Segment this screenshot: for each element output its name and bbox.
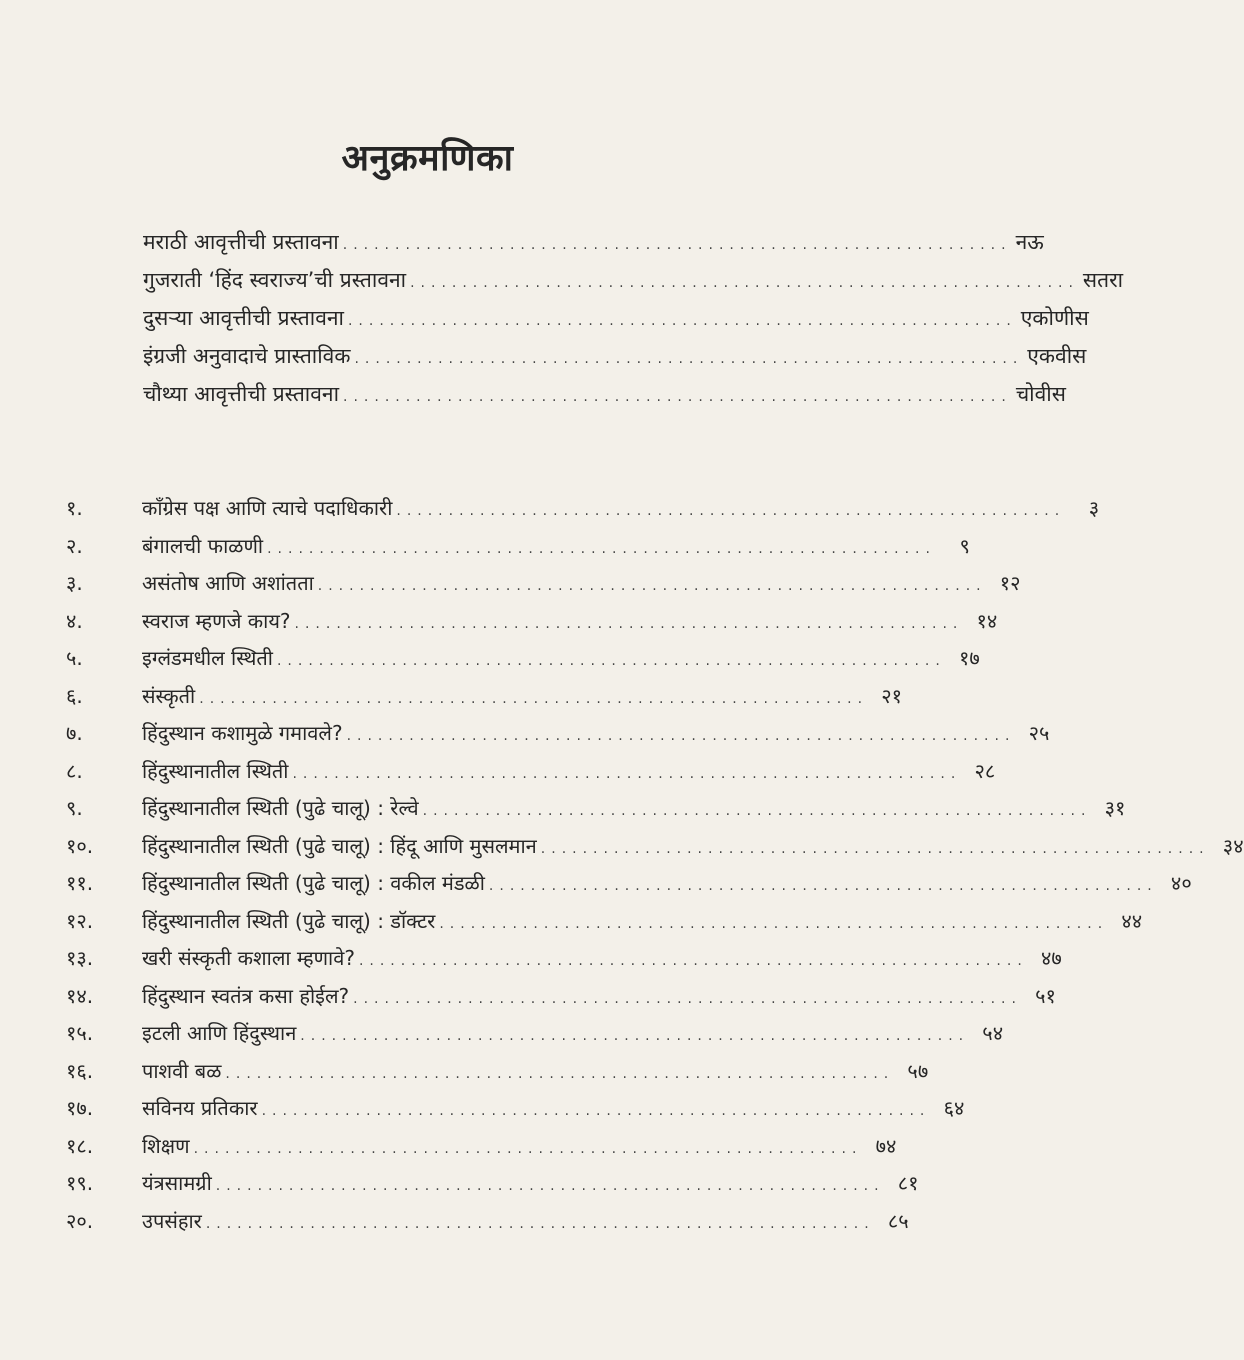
leader-dots: ................................................................: [193, 1140, 863, 1157]
preface-list: [143, 228, 1124, 418]
leader-dots: ................................................................: [199, 690, 869, 707]
preface-entry-label: इंग्रजी अनुवादाचे प्रास्ताविक: [143, 344, 351, 368]
preface-entry-label: मराठी आवृत्तीची प्रस्तावना: [143, 230, 339, 254]
leader-dots: ................................................................: [347, 313, 1017, 329]
chapter-page: २१: [881, 683, 903, 708]
chapter-title: सविनय प्रतिकार: [142, 1096, 258, 1120]
chapter-page: २५: [1028, 721, 1050, 745]
chapter-title: संस्कृती: [142, 683, 196, 708]
chapter-page: ७४: [875, 1133, 897, 1158]
chapter-title: हिंदुस्थान स्वतंत्र कसा होईल?: [142, 983, 350, 1008]
preface-entry-page: चोवीस: [1015, 382, 1066, 406]
leader-dots: ................................................................: [439, 915, 1109, 932]
chapter-entry: [66, 607, 998, 645]
chapter-entry: [66, 907, 1143, 945]
chapter-entry: [66, 1207, 909, 1245]
leader-dots: ................................................................: [267, 540, 936, 557]
chapter-list: [66, 494, 1244, 1244]
chapter-entry: [66, 494, 1100, 532]
chapter-number: २.: [66, 533, 83, 558]
chapter-title: हिंदुस्थानातील स्थिती (पुढे चालू) : रेल्वे: [142, 796, 419, 820]
chapter-number: ४.: [66, 608, 83, 633]
chapter-title: इग्लंडमधील स्थिती: [142, 646, 273, 670]
chapter-entry: [66, 757, 996, 795]
chapter-title: हिंदुस्थान कशामुळे गमावले?: [142, 721, 343, 745]
chapter-page: २८: [974, 758, 996, 783]
leader-dots: ................................................................: [410, 275, 1079, 291]
chapter-title: शिक्षण: [142, 1133, 190, 1158]
chapter-page: ५४: [982, 1021, 1004, 1045]
chapter-page: ८५: [887, 1208, 909, 1233]
chapter-title: पाशवी बळ: [142, 1058, 222, 1083]
preface-entry: [143, 228, 1044, 266]
chapter-entry: [66, 1094, 965, 1132]
preface-entry-page: नऊ: [1015, 230, 1044, 254]
chapter-title: काँग्रेस पक्ष आणि त्याचे पदाधिकारी: [142, 496, 393, 520]
leader-dots: ................................................................: [422, 803, 1092, 819]
chapter-title: स्वराज म्हणजे काय?: [142, 608, 291, 633]
chapter-number: १३.: [66, 946, 94, 970]
chapter-title: उपसंहार: [142, 1208, 202, 1233]
leader-dots: ................................................................: [358, 953, 1028, 969]
chapter-number: १०.: [66, 833, 94, 858]
leader-dots: ................................................................: [276, 653, 946, 669]
chapter-number: १६.: [66, 1058, 94, 1083]
chapter-number: ६.: [66, 683, 83, 708]
preface-entry-label: चौथ्या आवृत्तीची प्रस्तावना: [143, 382, 340, 406]
chapter-title: खरी संस्कृती कशाला म्हणावे?: [142, 946, 355, 970]
chapter-number: १२.: [66, 908, 94, 933]
chapter-entry: [66, 794, 1126, 832]
leader-dots: ................................................................: [205, 1215, 875, 1232]
chapter-number: ११.: [66, 871, 94, 895]
chapter-page: ३१: [1104, 796, 1126, 820]
leader-dots: ................................................................: [292, 765, 962, 782]
chapter-entry: [66, 832, 1244, 870]
chapter-page: ६४: [943, 1096, 965, 1120]
leader-dots: ................................................................: [294, 615, 964, 632]
chapter-entry: [66, 1132, 897, 1170]
chapter-number: १४.: [66, 983, 94, 1008]
chapter-page: ३: [1088, 496, 1100, 520]
chapter-number: ३.: [66, 571, 83, 595]
chapter-title: हिंदुस्थानातील स्थिती: [142, 758, 289, 783]
chapter-page: ५७: [907, 1058, 929, 1083]
chapter-number: १.: [66, 496, 83, 520]
leader-dots: ................................................................: [343, 389, 1012, 405]
chapter-number: १८.: [66, 1133, 94, 1158]
chapter-page: १७: [958, 646, 980, 670]
chapter-page: १२: [999, 571, 1021, 595]
chapter-number: १७.: [66, 1096, 94, 1120]
chapter-number: ८.: [66, 758, 83, 783]
leader-dots: ................................................................: [540, 840, 1210, 857]
chapter-number: ५.: [66, 646, 83, 670]
chapter-entry: [66, 719, 1050, 757]
preface-entry-page: सतरा: [1082, 268, 1124, 292]
chapter-page: १४: [976, 608, 998, 633]
leader-dots: ................................................................: [354, 351, 1024, 367]
leader-dots: ................................................................: [300, 1028, 970, 1044]
chapter-entry: [66, 569, 1021, 607]
chapter-title: इटली आणि हिंदुस्थान: [142, 1021, 297, 1045]
preface-entry: [143, 342, 1087, 380]
chapter-title: हिंदुस्थानातील स्थिती (पुढे चालू) : डॉक्टर: [142, 908, 436, 933]
chapter-number: ९.: [66, 796, 83, 820]
chapter-entry: [66, 944, 1062, 982]
chapter-entry: [66, 869, 1192, 907]
chapter-number: २०.: [66, 1208, 94, 1233]
chapter-page: ४७: [1040, 946, 1062, 970]
chapter-title: बंगालची फाळणी: [142, 533, 264, 558]
preface-entry-page: एकोणीस: [1020, 306, 1089, 330]
preface-entry: [143, 304, 1089, 342]
chapter-entry: [66, 982, 1056, 1020]
leader-dots: ................................................................: [317, 578, 987, 594]
chapter-number: ७.: [66, 721, 83, 745]
chapter-entry: [66, 1019, 1004, 1057]
chapter-entry: [66, 1057, 929, 1095]
chapter-number: १९.: [66, 1171, 94, 1195]
leader-dots: ................................................................: [353, 990, 1022, 1007]
chapter-entry: [66, 1169, 919, 1207]
chapter-entry: [66, 644, 980, 682]
leader-dots: ................................................................: [225, 1065, 895, 1082]
chapter-page: ४०: [1170, 871, 1192, 895]
leader-dots: ................................................................: [346, 728, 1016, 744]
chapter-number: १५.: [66, 1021, 94, 1045]
chapter-title: हिंदुस्थानातील स्थिती (पुढे चालू) : हिंदू आणि मुसलमान: [142, 833, 537, 858]
chapter-title: हिंदुस्थानातील स्थिती (पुढे चालू) : वकील मंडळी: [142, 871, 485, 895]
preface-entry-label: गुजराती ‘हिंद स्वराज्य’ची प्रस्तावना: [143, 268, 407, 292]
chapter-page: ५१: [1035, 983, 1056, 1008]
chapter-page: ४४: [1121, 908, 1143, 933]
page-title: अनुक्रमणिका: [341, 138, 514, 179]
preface-entry-page: एकवीस: [1027, 344, 1087, 368]
chapter-page: ९: [959, 533, 970, 558]
chapter-title: यंत्रसामग्री: [142, 1171, 212, 1195]
chapter-title: असंतोष आणि अशांतता: [142, 571, 314, 595]
preface-entry-label: दुसऱ्या आवृत्तीची प्रस्तावना: [143, 306, 344, 330]
leader-dots: ................................................................: [342, 237, 1012, 253]
chapter-entry: [66, 532, 970, 570]
preface-entry: [143, 380, 1066, 418]
chapter-page: ८१: [897, 1171, 919, 1195]
leader-dots: ................................................................: [215, 1178, 885, 1194]
leader-dots: ................................................................: [261, 1103, 931, 1119]
preface-entry: [143, 266, 1124, 304]
chapter-entry: [66, 682, 903, 720]
chapter-page: ३४: [1222, 833, 1244, 858]
leader-dots: ................................................................: [396, 503, 1066, 519]
leader-dots: ................................................................: [488, 878, 1158, 894]
